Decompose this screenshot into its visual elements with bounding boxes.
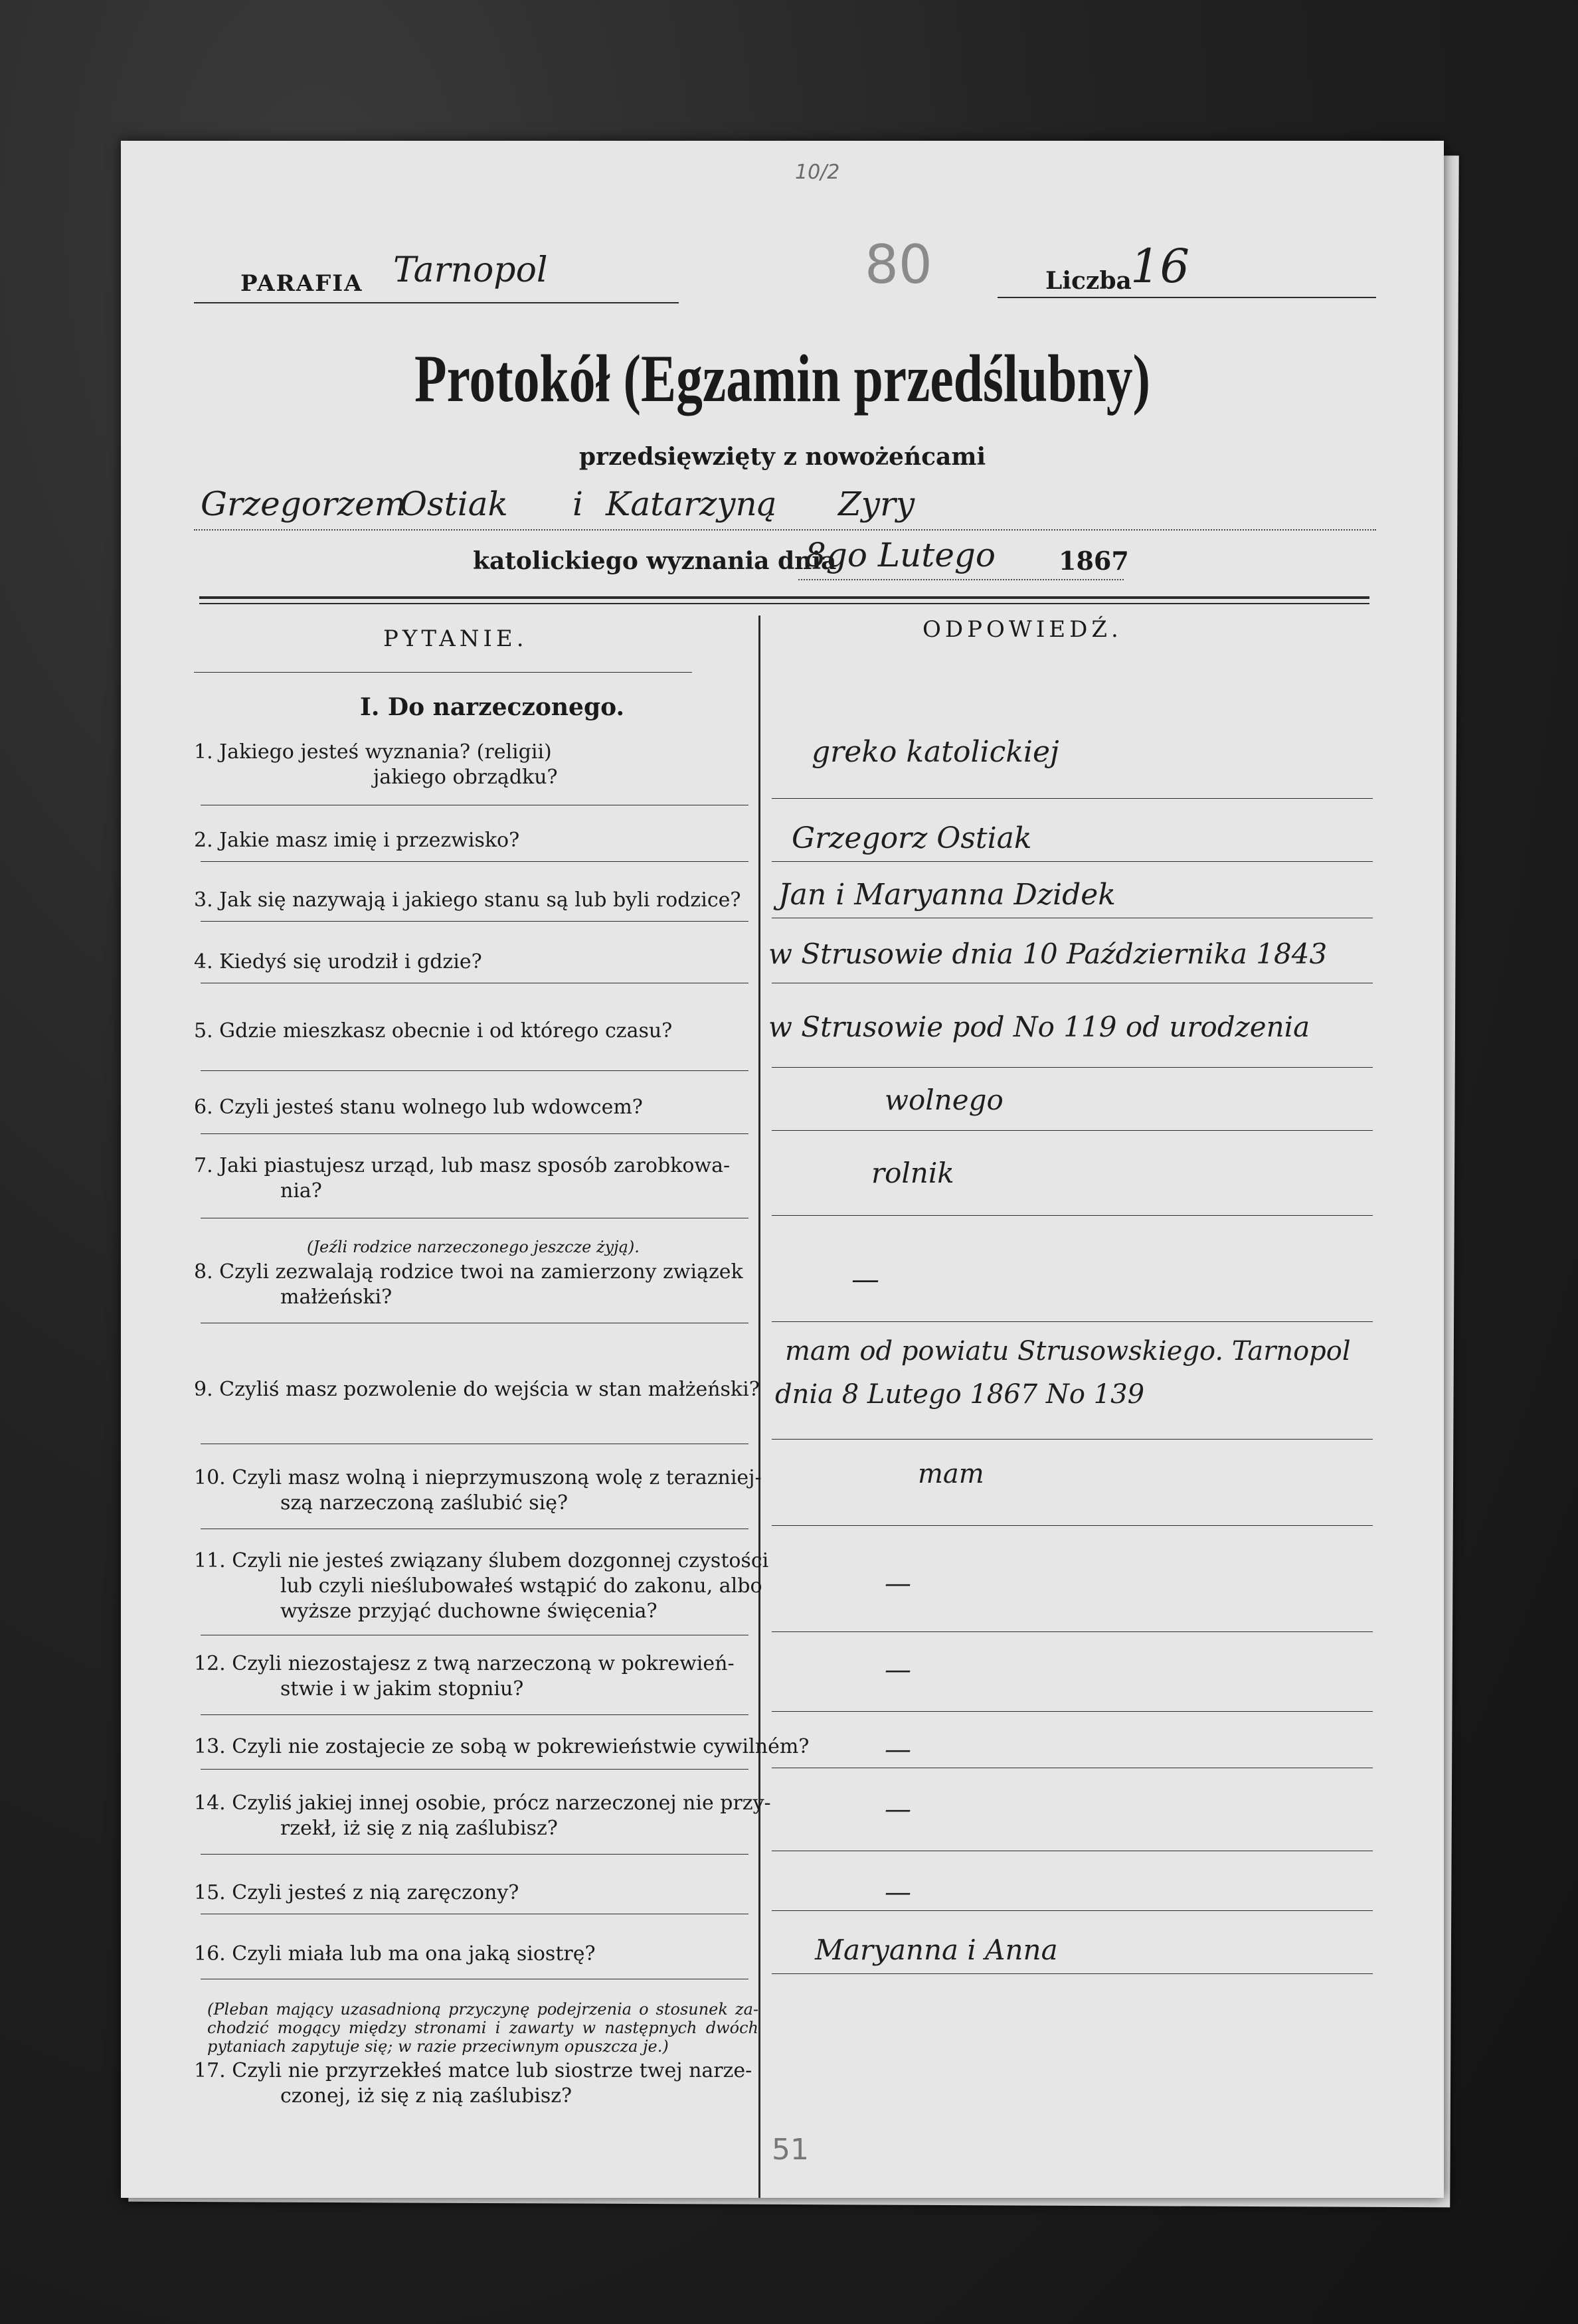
answer-rule <box>772 1439 1373 1440</box>
date-dotted-line <box>798 579 1124 581</box>
pencil-number-bottom: 51 <box>772 2133 809 2167</box>
question-11 <box>194 1548 885 1624</box>
question-text: 14. Czyliś jakiej innej osobie, prócz narzeczonej nie przy- <box>194 1791 771 1815</box>
column-head-question: PYTANIE. <box>383 625 528 652</box>
question-14 <box>194 1791 885 1841</box>
answer-3: Jan i Maryanna Dzidek <box>778 878 1116 912</box>
answer-14: — <box>885 1794 911 1825</box>
question-text: 13. Czyli nie zostajecie ze sobą w pokrewieństwie cywilném? <box>194 1735 810 1758</box>
question-16 <box>194 1942 885 1967</box>
question-17-note: (Pleban mający uzasadnioną przyczynę podejrzenia o stosunek za- chodzić mogący między stronami i zawarty w następnych dwóch pytaniach zapytuje się; w razie przeciwnym opuszcza je.) <box>207 2000 758 2056</box>
question-text: 6. Czyli jesteś stanu wolnego lub wdowcem? <box>194 1096 643 1119</box>
question-text: 4. Kiedyś się urodził i gdzie? <box>194 950 482 973</box>
question-text: 10. Czyli masz wolną i nieprzymuszoną wolę z terazniej- <box>194 1466 762 1489</box>
question-text: stwie i w jakim stopniu? <box>280 1677 524 1701</box>
answer-rule <box>772 1067 1373 1068</box>
question-text: 5. Gdzie mieszkasz obecnie i od którego czasu? <box>194 1019 673 1042</box>
document-page <box>121 141 1444 2198</box>
question-text: 1. Jakiego jesteś wyznania? (religii) <box>194 740 552 764</box>
question-text: szą narzeczoną zaślubić się? <box>280 1491 569 1515</box>
answer-rule <box>772 1130 1373 1131</box>
names-dotted-line <box>194 529 1376 531</box>
question-text: wyższe przyjąć duchowne święcenia? <box>280 1600 658 1623</box>
question-1 <box>194 740 885 790</box>
answer-16: Maryanna i Anna <box>815 1934 1058 1966</box>
question-rule <box>201 921 748 922</box>
parafia-label: PARAFIA <box>240 270 363 297</box>
header-double-rule-bottom <box>199 603 1369 604</box>
question-text: lub czyli nieślubowałeś wstąpić do zakonu, albo <box>280 1574 762 1598</box>
question-2 <box>194 828 885 853</box>
conjunction: i <box>572 485 583 523</box>
question-text: 9. Czyliś masz pozwolenie do wejścia w stan małżeński? <box>194 1378 760 1401</box>
question-text: 8. Czyli zezwalają rodzice twoi na zamierzony związek <box>194 1260 743 1284</box>
parafia-underline <box>194 302 679 303</box>
answer-10: mam <box>918 1459 984 1489</box>
pencil-note-top: 10/2 <box>795 161 840 184</box>
question-text: 7. Jaki piastujesz urząd, lub masz sposób zarobkowa- <box>194 1154 731 1177</box>
answer-rule <box>772 1525 1373 1526</box>
question-7 <box>194 1153 885 1204</box>
question-12 <box>194 1651 885 1702</box>
page-title: Protokół (Egzamin przedślubny) <box>414 341 1151 416</box>
faith-label: katolickiego wyznania dnia <box>473 547 837 575</box>
question-15 <box>194 1880 885 1906</box>
answer-2: Grzegorz Ostiak <box>792 821 1032 855</box>
answer-5: w Strusowie pod No 119 od urodzenia <box>768 1011 1310 1043</box>
question-rule <box>201 1133 748 1134</box>
answer-11: — <box>885 1568 911 1599</box>
answer-9-line-2: dnia 8 Lutego 1867 No 139 <box>775 1379 1145 1410</box>
question-rule <box>201 1854 748 1855</box>
page-subtitle: przedsięwzięty z nowożeńcami <box>578 443 986 471</box>
question-rule <box>201 1714 748 1715</box>
question-text: 15. Czyli jesteś z nią zaręczony? <box>194 1881 519 1904</box>
answer-13: — <box>885 1734 911 1765</box>
rule-under-head <box>194 672 692 673</box>
question-text: 17. Czyli nie przyrzekłeś matce lub siostrze twej narze- <box>194 2059 752 2082</box>
liczba-label: Liczba <box>1045 267 1132 295</box>
groom-surname: Ostiak <box>400 485 508 523</box>
question-17 <box>194 2058 885 2109</box>
question-text: jakiego obrządku? <box>373 766 558 789</box>
answer-rule <box>772 1631 1373 1632</box>
answer-6: wolnego <box>885 1084 1004 1116</box>
answer-12: — <box>885 1655 911 1685</box>
question-text: małżeński? <box>280 1286 393 1309</box>
question-text: rzekł, iż się z nią zaślubisz? <box>280 1817 558 1840</box>
question-text: czonej, iż się z nią zaślubisz? <box>280 2084 572 2108</box>
question-text: 3. Jak się nazywają i jakiego stanu są lub byli rodzice? <box>194 888 741 912</box>
question-text: nia? <box>280 1179 322 1203</box>
answer-9-line-1: mam od powiatu Strusowskiego. Tarnopol <box>785 1336 1351 1367</box>
answer-rule <box>772 1910 1373 1911</box>
liczba-underline <box>998 297 1376 298</box>
question-text: 2. Jakie masz imię i przezwisko? <box>194 829 520 852</box>
answer-8: — <box>851 1263 879 1295</box>
answer-1: greko katolickiej <box>812 735 1059 769</box>
answer-rule <box>772 1215 1373 1216</box>
answer-rule <box>772 861 1373 862</box>
answer-rule <box>772 1321 1373 1322</box>
question-13 <box>194 1734 885 1760</box>
question-rule <box>201 1070 748 1071</box>
date-value: 8go Lutego <box>805 536 996 574</box>
question-10 <box>194 1465 885 1516</box>
liczba-value: 16 <box>1130 239 1190 293</box>
question-rule <box>201 1769 748 1770</box>
header-double-rule-top <box>199 596 1369 599</box>
section-title: I. Do narzeczonego. <box>360 693 625 721</box>
question-text: 12. Czyli niezostajesz z twą narzeczoną w pokrewień- <box>194 1652 735 1675</box>
question-text: 11. Czyli nie jesteś związany ślubem dozgonnej czystości <box>194 1549 769 1572</box>
question-6 <box>194 1095 885 1120</box>
year-value: 1867 <box>1059 546 1129 576</box>
bride-surname: Zyry <box>838 485 915 523</box>
groom-name: Grzegorzem <box>201 485 406 523</box>
question-8 <box>194 1260 885 1310</box>
answer-7: rolnik <box>871 1157 954 1189</box>
question-rule <box>201 861 748 862</box>
parafia-value: Tarnopol <box>393 250 548 290</box>
question-text: 16. Czyli miała lub ma ona jaką siostrę? <box>194 1942 596 1965</box>
answer-rule <box>772 1973 1373 1974</box>
pencil-number-80: 80 <box>865 234 932 295</box>
answer-rule <box>772 798 1373 799</box>
column-head-answer: ODPOWIEDŹ. <box>922 616 1122 643</box>
answer-4: w Strusowie dnia 10 Października 1843 <box>768 938 1328 970</box>
answer-15: — <box>885 1877 911 1908</box>
question-8-note: (Jeźli rodzice narzeczonego jeszcze żyją). <box>307 1238 640 1256</box>
answer-rule <box>772 1711 1373 1712</box>
bride-name: Katarzyną <box>606 485 777 523</box>
